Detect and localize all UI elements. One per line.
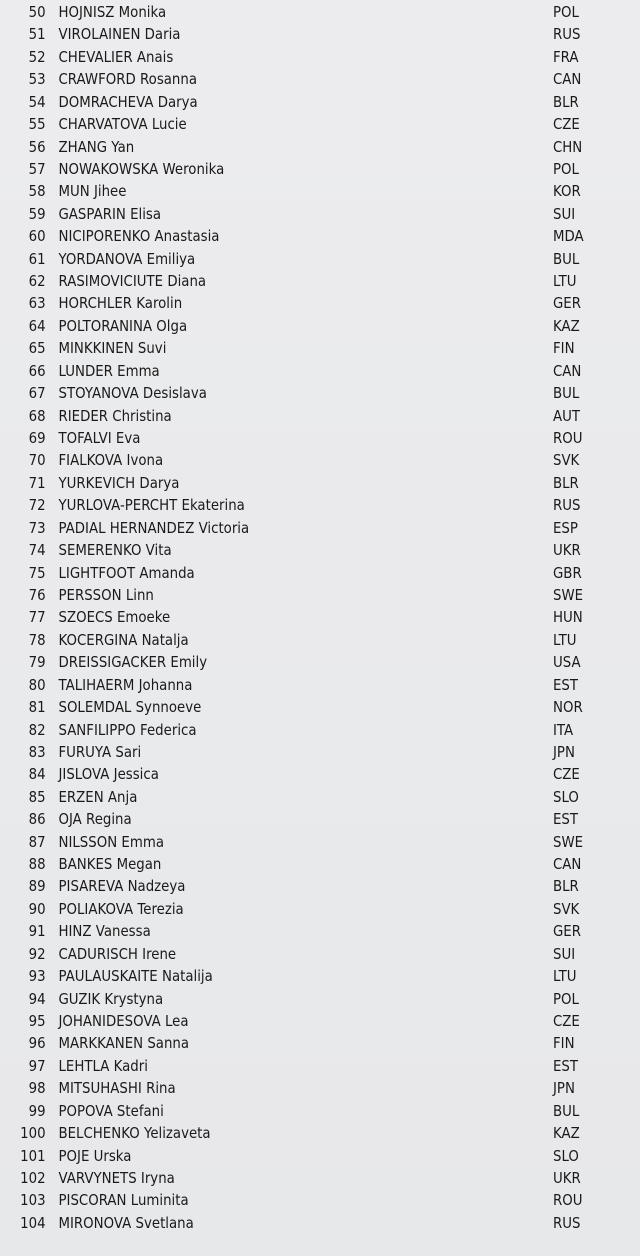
athlete-name: YORDANOVA Emiliya [58, 249, 196, 268]
nation-code: ESP [552, 518, 578, 537]
nation-code: JPN [552, 1079, 575, 1098]
nation-code: BUL [552, 1101, 580, 1120]
result-rank: 87 [28, 832, 46, 851]
athlete-name: PISAREVA Nadzeya [58, 877, 186, 896]
athlete-name: NOWAKOWSKA Weronika [58, 159, 225, 178]
result-rank: 86 [28, 810, 46, 829]
result-rank: 104 [20, 1213, 46, 1232]
result-row [0, 248, 640, 270]
athlete-name: LEHTLA Kadri [58, 1056, 148, 1075]
result-row [0, 584, 640, 606]
result-row [0, 427, 640, 449]
nation-code: KAZ [552, 316, 580, 335]
athlete-name: SEMERENKO Vita [58, 541, 172, 560]
result-rank: 57 [28, 159, 46, 178]
nation-code: EST [552, 675, 579, 694]
athlete-name: POLIAKOVA Terezia [58, 899, 184, 918]
nation-code: EST [552, 810, 579, 829]
nation-code: MDA [552, 227, 584, 246]
nation-code: UKR [552, 541, 581, 560]
athlete-name: JISLOVA Jessica [58, 765, 159, 784]
result-rank: 73 [28, 518, 46, 537]
nation-code: BUL [552, 384, 580, 403]
result-row [0, 23, 640, 45]
result-rank: 85 [28, 787, 46, 806]
result-rank: 56 [28, 137, 46, 156]
result-row [0, 337, 640, 359]
result-row [0, 91, 640, 113]
nation-code: CHN [552, 137, 583, 156]
athlete-name: DREISSIGACKER Emily [58, 653, 208, 672]
result-row [0, 405, 640, 427]
athlete-name: DOMRACHEVA Darya [58, 92, 198, 111]
result-row [0, 696, 640, 718]
nation-code: SVK [552, 899, 580, 918]
result-rank: 98 [28, 1079, 46, 1098]
result-row [0, 539, 640, 561]
result-row [0, 382, 640, 404]
athlete-name: CRAWFORD Rosanna [58, 70, 198, 89]
athlete-name: HORCHLER Karolin [58, 294, 183, 313]
athlete-name: CADURISCH Irene [58, 944, 177, 963]
result-row [0, 831, 640, 853]
athlete-name: PAULAUSKAITE Natalija [58, 967, 213, 986]
result-rank: 71 [28, 473, 46, 492]
nation-code: JPN [552, 742, 575, 761]
nation-code: LTU [552, 272, 577, 291]
athlete-name: BELCHENKO Yelizaveta [58, 1124, 211, 1143]
nation-code: ROU [552, 429, 583, 448]
nation-code: RUS [552, 1213, 581, 1232]
nation-code: CZE [552, 1011, 580, 1030]
result-row [0, 875, 640, 897]
nation-code: CZE [552, 765, 580, 784]
result-row [0, 1212, 640, 1234]
result-row [0, 1100, 640, 1122]
athlete-name: PISCORAN Luminita [58, 1191, 189, 1210]
result-rank: 91 [28, 922, 46, 941]
nation-code: BLR [552, 92, 579, 111]
result-rank: 61 [28, 249, 46, 268]
nation-code: ROU [552, 1191, 583, 1210]
nation-code: FIN [552, 339, 575, 358]
athlete-name: NICIPORENKO Anastasia [58, 227, 220, 246]
athlete-name: CHEVALIER Anais [58, 47, 174, 66]
athlete-name: POPOVA Stefani [58, 1101, 164, 1120]
athlete-name: GASPARIN Elisa [58, 204, 162, 223]
nation-code: LTU [552, 967, 577, 986]
result-rank: 72 [28, 496, 46, 515]
athlete-name: PERSSON Linn [58, 585, 154, 604]
result-row [0, 853, 640, 875]
nation-code: GER [552, 922, 581, 941]
result-row [0, 1122, 640, 1144]
result-rank: 76 [28, 585, 46, 604]
nation-code: NOR [552, 698, 583, 717]
athlete-name: RASIMOVICIUTE Diana [58, 272, 207, 291]
nation-code: USA [552, 653, 581, 672]
nation-code: HUN [552, 608, 583, 627]
result-row [0, 1077, 640, 1099]
result-row [0, 472, 640, 494]
result-row [0, 606, 640, 628]
result-rank: 51 [28, 25, 46, 44]
nation-code: CZE [552, 115, 580, 134]
result-row [0, 158, 640, 180]
result-row [0, 808, 640, 830]
nation-code: POL [552, 3, 579, 21]
result-rank: 95 [28, 1011, 46, 1030]
result-rank: 63 [28, 294, 46, 313]
result-rank: 93 [28, 967, 46, 986]
nation-code: LTU [552, 630, 577, 649]
result-rank: 89 [28, 877, 46, 896]
result-rank: 102 [20, 1168, 46, 1187]
athlete-name: VARVYNETS Iryna [58, 1168, 175, 1187]
result-row [0, 965, 640, 987]
result-rank: 84 [28, 765, 46, 784]
result-rank: 67 [28, 384, 46, 403]
result-rank: 90 [28, 899, 46, 918]
result-row [0, 629, 640, 651]
athlete-name: LIGHTFOOT Amanda [58, 563, 195, 582]
result-row [0, 494, 640, 516]
athlete-name: CHARVATOVA Lucie [58, 115, 187, 134]
nation-code: RUS [552, 496, 581, 515]
result-rank: 96 [28, 1034, 46, 1053]
athlete-name: MUN Jihee [58, 182, 127, 201]
result-row [0, 1145, 640, 1167]
nation-code: RUS [552, 25, 581, 44]
result-row [0, 920, 640, 942]
athlete-name: FIALKOVA Ivona [58, 451, 164, 470]
athlete-name: TOFALVI Eva [58, 429, 141, 448]
nation-code: BLR [552, 473, 579, 492]
nation-code: SWE [552, 585, 584, 604]
athlete-name: POLTORANINA Olga [58, 316, 188, 335]
result-row [0, 225, 640, 247]
result-rank: 97 [28, 1056, 46, 1075]
result-rank: 54 [28, 92, 46, 111]
athlete-name: BANKES Megan [58, 855, 162, 874]
result-rank: 80 [28, 675, 46, 694]
athlete-name: PADIAL HERNANDEZ Victoria [58, 518, 250, 537]
result-row [0, 1055, 640, 1077]
result-row [0, 1032, 640, 1054]
nation-code: POL [552, 989, 579, 1008]
nation-code: AUT [552, 406, 581, 425]
result-rank: 88 [28, 855, 46, 874]
result-rank: 62 [28, 272, 46, 291]
result-row [0, 113, 640, 135]
athlete-name: ZHANG Yan [58, 137, 135, 156]
result-row [0, 651, 640, 673]
result-rank: 70 [28, 451, 46, 470]
athlete-name: OJA Regina [58, 810, 132, 829]
result-row [0, 270, 640, 292]
athlete-name: POJE Urska [58, 1146, 132, 1165]
result-row [0, 988, 640, 1010]
result-row [0, 1189, 640, 1211]
result-rank: 66 [28, 361, 46, 380]
result-row [0, 943, 640, 965]
athlete-name: YURKEVICH Darya [58, 473, 180, 492]
result-rank: 58 [28, 182, 46, 201]
result-rank: 82 [28, 720, 46, 739]
result-row [0, 68, 640, 90]
result-row [0, 292, 640, 314]
result-row [0, 763, 640, 785]
result-row [0, 517, 640, 539]
result-rank: 78 [28, 630, 46, 649]
result-rank: 79 [28, 653, 46, 672]
athlete-name: RIEDER Christina [58, 406, 172, 425]
athlete-name: STOYANOVA Desislava [58, 384, 207, 403]
result-row [0, 898, 640, 920]
nation-code: SWE [552, 832, 584, 851]
result-row [0, 674, 640, 696]
nation-code: KOR [552, 182, 581, 201]
result-rank: 103 [20, 1191, 46, 1210]
athlete-name: LUNDER Emma [58, 361, 160, 380]
result-row [0, 136, 640, 158]
nation-code: FRA [552, 47, 579, 66]
result-rank: 65 [28, 339, 46, 358]
athlete-name: YURLOVA-PERCHT Ekaterina [58, 496, 245, 515]
athlete-name: SOLEMDAL Synnoeve [58, 698, 202, 717]
nation-code: SUI [552, 944, 576, 963]
result-rank: 60 [28, 227, 46, 246]
nation-code: CAN [552, 70, 582, 89]
result-rank: 50 [28, 3, 46, 21]
result-rank: 75 [28, 563, 46, 582]
athlete-name: HOJNISZ Monika [58, 3, 167, 21]
nation-code: ITA [552, 720, 574, 739]
result-row [0, 786, 640, 808]
result-rank: 59 [28, 204, 46, 223]
athlete-name: GUZIK Krystyna [58, 989, 164, 1008]
athlete-name: MARKKANEN Sanna [58, 1034, 190, 1053]
athlete-name: MINKKINEN Suvi [58, 339, 167, 358]
result-rank: 64 [28, 316, 46, 335]
nation-code: UKR [552, 1168, 581, 1187]
nation-code: SVK [552, 451, 580, 470]
athlete-name: SZOECS Emoeke [58, 608, 171, 627]
result-row [0, 562, 640, 584]
result-row [0, 741, 640, 763]
athlete-name: SANFILIPPO Federica [58, 720, 197, 739]
result-rank: 94 [28, 989, 46, 1008]
nation-code: EST [552, 1056, 579, 1075]
result-row [0, 1, 640, 23]
result-row [0, 180, 640, 202]
athlete-name: NILSSON Emma [58, 832, 165, 851]
athlete-name: VIROLAINEN Daria [58, 25, 181, 44]
nation-code: CAN [552, 855, 582, 874]
result-rank: 77 [28, 608, 46, 627]
nation-code: KAZ [552, 1124, 580, 1143]
results-list [0, 1, 640, 1234]
nation-code: POL [552, 159, 579, 178]
nation-code: SUI [552, 204, 576, 223]
result-rank: 52 [28, 47, 46, 66]
result-row [0, 1010, 640, 1032]
result-rank: 74 [28, 541, 46, 560]
result-rank: 83 [28, 742, 46, 761]
nation-code: CAN [552, 361, 582, 380]
nation-code: SLO [552, 1146, 579, 1165]
athlete-name: ERZEN Anja [58, 787, 138, 806]
result-row [0, 1167, 640, 1189]
result-rank: 55 [28, 115, 46, 134]
result-rank: 100 [20, 1124, 46, 1143]
athlete-name: FURUYA Sari [58, 742, 142, 761]
result-row [0, 46, 640, 68]
result-row [0, 719, 640, 741]
result-rank: 69 [28, 429, 46, 448]
nation-code: GBR [552, 563, 582, 582]
result-rank: 99 [28, 1101, 46, 1120]
result-rank: 53 [28, 70, 46, 89]
result-rank: 101 [20, 1146, 46, 1165]
athlete-name: KOCERGINA Natalja [58, 630, 189, 649]
nation-code: BLR [552, 877, 579, 896]
result-row [0, 360, 640, 382]
result-rank: 68 [28, 406, 46, 425]
athlete-name: TALIHAERM Johanna [58, 675, 193, 694]
nation-code: FIN [552, 1034, 575, 1053]
athlete-name: MITSUHASHI Rina [58, 1079, 176, 1098]
athlete-name: MIRONOVA Svetlana [58, 1213, 194, 1232]
result-row [0, 449, 640, 471]
athlete-name: JOHANIDESOVA Lea [58, 1011, 189, 1030]
result-row [0, 203, 640, 225]
result-rank: 81 [28, 698, 46, 717]
result-row [0, 315, 640, 337]
nation-code: GER [552, 294, 581, 313]
nation-code: BUL [552, 249, 580, 268]
nation-code: SLO [552, 787, 579, 806]
result-rank: 92 [28, 944, 46, 963]
athlete-name: HINZ Vanessa [58, 922, 151, 941]
